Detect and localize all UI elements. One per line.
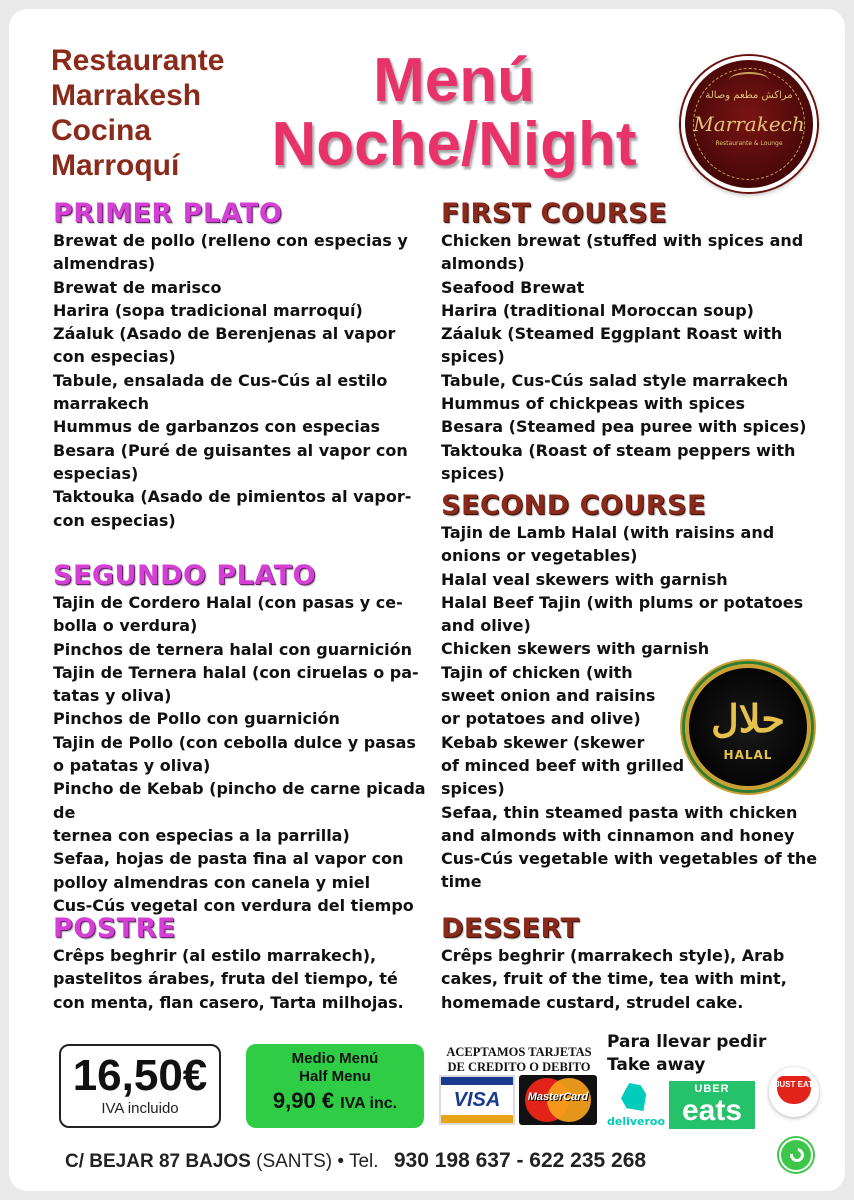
menu-item-line: Brewat de marisco xyxy=(53,277,222,297)
menu-item-line: Pincho de Kebab (pincho de carne picada de xyxy=(53,779,426,822)
menu-item-line: Harira (sopa tradicional marroquí) xyxy=(53,300,363,320)
postre-list xyxy=(53,944,433,1014)
menu-item-line: or potatoes and olive) xyxy=(441,709,641,729)
cards-line-2: DE CREDITO O DEBITO xyxy=(447,1060,591,1074)
first-course-heading: FIRST COURSE xyxy=(441,198,667,229)
just-eat-icon xyxy=(769,1067,819,1117)
halal-label: HALAL xyxy=(723,748,773,762)
half-menu-iva: IVA inc. xyxy=(340,1095,398,1112)
menu-item-line: spices) xyxy=(441,463,505,483)
uber-label: UBER xyxy=(694,1083,730,1095)
menu-item-line: onions or vegetables) xyxy=(441,546,638,566)
menu-item-line: polloy almendras con canela y miel xyxy=(53,872,371,892)
menu-item-line: spices) xyxy=(441,347,505,367)
menu-item-line: Tajin de Lamb Halal (with raisins and xyxy=(441,523,775,542)
segundo-plato-section xyxy=(53,561,433,917)
menu-item-line: homemade custard, strudel cake. xyxy=(441,992,744,1012)
menu-item-line: Hummus de garbanzos con especias xyxy=(53,417,381,437)
menu-item-line: Harira (traditional Moroccan soup) xyxy=(441,300,754,320)
menu-item-line: Taktouka (Roast of steam peppers with xyxy=(441,440,796,460)
primer-plato-heading: PRIMER PLATO xyxy=(53,198,283,229)
postre-heading: POSTRE xyxy=(53,913,176,944)
mastercard-icon xyxy=(519,1075,597,1125)
just-eat-label: JUST EAT xyxy=(774,1080,814,1089)
menu-item-line: Tajin de Cordero Halal (con pasas y ce- xyxy=(53,593,403,612)
segundo-plato-heading: SEGUNDO PLATO xyxy=(53,560,316,591)
half-menu-label-en: Half Menu xyxy=(299,1068,371,1085)
menu-item-line: bolla o verdura) xyxy=(53,616,198,636)
menu-item-line: marrakech xyxy=(53,394,149,414)
uber-eats-icon xyxy=(669,1081,755,1129)
logo-ornament xyxy=(729,72,769,88)
menu-item-line: Tajin of chicken (with xyxy=(441,662,633,682)
menu-title-line-2: Noche/Night xyxy=(271,110,637,179)
restaurant-line-1: Restaurante xyxy=(51,44,225,77)
menu-item-line: Crêps beghrir (marrakech style), Arab xyxy=(441,946,785,965)
restaurant-line-3: Cocina xyxy=(51,114,152,147)
price-box xyxy=(59,1044,221,1128)
half-menu-label-es: Medio Menú xyxy=(291,1050,379,1067)
half-menu-price: 9,90 € xyxy=(272,1088,335,1113)
menu-item-line: Tajin de Ternera halal (con ciruelas o pa- xyxy=(53,662,419,682)
menu-item-line: and almonds with cinnamon and honey xyxy=(441,825,795,845)
deliveroo-icon xyxy=(607,1081,665,1131)
second-course-heading: SECOND COURSE xyxy=(441,490,706,521)
menu-item-line: Hummus of chickpeas with spices xyxy=(441,394,746,414)
segundo-plato-list xyxy=(53,591,433,917)
menu-item-line: sweet onion and raisins xyxy=(441,686,656,706)
menu-item-line: Záaluk (Steamed Eggplant Roast with xyxy=(441,324,783,344)
menu-item-line: con menta, flan casero, Tarta milhojas. xyxy=(53,992,404,1012)
cards-line-1: ACEPTAMOS TARJETAS xyxy=(446,1045,592,1059)
menu-item-line: ternea con especias a la parrilla) xyxy=(53,825,350,845)
menu-item-line: and olive) xyxy=(441,616,531,636)
first-course-section xyxy=(441,199,821,485)
menu-item-line: Chicken skewers with garnish xyxy=(441,639,710,659)
menu-item-line: Tabule, ensalada de Cus-Cús al estilo xyxy=(53,370,388,390)
menu-item-line: time xyxy=(441,872,482,892)
take-away-line-1: Para llevar pedir xyxy=(607,1032,767,1052)
deliveroo-label: deliveroo xyxy=(607,1115,666,1128)
menu-item-line: Besara (Puré de guisantes al vapor con xyxy=(53,440,408,460)
menu-item-line: Tajin de Pollo (con cebolla dulce y pasas xyxy=(53,732,416,752)
menu-item-line: Besara (Steamed pea puree with spices) xyxy=(441,417,807,437)
menu-item-line: Cus-Cús vegetal con verdura del tiempo xyxy=(53,895,414,915)
footer-district: (SANTS) xyxy=(256,1151,333,1172)
menu-item-line: Záaluk (Asado de Berenjenas al vapor xyxy=(53,324,396,344)
menu-item-line: Cus-Cús vegetable with vegetables of the xyxy=(441,849,818,869)
menu-item-line: Halal Beef Tajin (with plums or potatoes xyxy=(441,592,804,612)
menu-item-line: Pinchos de Pollo con guarnición xyxy=(53,709,340,729)
menu-title xyxy=(234,46,674,179)
menu-item-line: Taktouka (Asado de pimientos al vapor- xyxy=(53,487,412,507)
primer-plato-section xyxy=(53,199,433,532)
menu-item-line: tatas y oliva) xyxy=(53,686,172,706)
menu-item-line: Tabule, Cus-Cús salad style marrakech xyxy=(441,370,789,390)
menu-item-line: Chicken brewat (stuffed with spices and xyxy=(441,231,804,250)
menu-item-line: cakes, fruit of the time, tea with mint, xyxy=(441,969,787,989)
logo-subtitle: Restaurante & Lounge xyxy=(715,140,783,147)
eats-label: eats xyxy=(681,1094,743,1127)
restaurant-line-4: Marroquí xyxy=(51,149,180,182)
postre-section xyxy=(53,914,433,1014)
menu-item-line: Sefaa, hojas de pasta fina al vapor con xyxy=(53,849,404,869)
take-away-text xyxy=(607,1031,766,1077)
menu-item-line: spices) xyxy=(441,779,505,799)
menu-item-line: of minced beef with grilled xyxy=(441,755,685,775)
half-menu-price-line xyxy=(246,1088,424,1117)
logo-arabic-text: مراكش مطعم وصالة xyxy=(705,90,793,101)
visa-label: VISA xyxy=(453,1089,501,1111)
take-away-line-2: Take away xyxy=(607,1055,706,1075)
footer-phones: 930 198 637 - 622 235 268 xyxy=(393,1149,647,1172)
first-course-list xyxy=(441,229,821,485)
whatsapp-icon xyxy=(779,1138,813,1172)
menu-item-line: Crêps beghrir (al estilo marrakech), xyxy=(53,946,377,965)
footer-tel-prefix: • Tel. xyxy=(337,1151,379,1172)
menu-item-line: almendras) xyxy=(53,254,156,274)
menu-item-line: Sefaa, thin steamed pasta with chicken xyxy=(441,802,798,822)
halal-arabic: حلال xyxy=(711,696,785,741)
primer-plato-list xyxy=(53,229,433,532)
menu-page xyxy=(9,9,845,1191)
dessert-heading: DESSERT xyxy=(441,913,580,944)
menu-title-line-1: Menú xyxy=(373,46,535,115)
menu-item-line: especias) xyxy=(53,463,139,483)
menu-item-line: con especias) xyxy=(53,347,176,367)
mastercard-label: MasterCard xyxy=(527,1091,589,1103)
dessert-section xyxy=(441,914,821,1014)
menu-price: 16,50€ xyxy=(72,1051,208,1100)
menu-item-line: pastelitos árabes, fruta del tiempo, té xyxy=(53,969,398,989)
menu-item-line: Brewat de pollo (relleno con especias y xyxy=(53,231,408,250)
menu-item-line: con especias) xyxy=(53,510,176,530)
menu-item-line: Halal veal skewers with garnish xyxy=(441,569,728,589)
restaurant-name xyxy=(51,43,224,183)
half-menu-box xyxy=(246,1044,424,1128)
iva-note: IVA incluido xyxy=(101,1100,179,1117)
dessert-list xyxy=(441,944,821,1014)
restaurant-logo xyxy=(681,56,817,192)
visa-icon xyxy=(439,1075,515,1125)
menu-item-line: Pinchos de ternera halal con guarnición xyxy=(53,639,413,659)
cards-accepted-text xyxy=(439,1045,599,1075)
footer-address: C/ BEJAR 87 BAJOS xyxy=(65,1151,251,1172)
menu-item-line: o patatas y oliva) xyxy=(53,756,211,776)
footer-contact xyxy=(65,1149,646,1173)
menu-item-line: Seafood Brewat xyxy=(441,277,585,297)
logo-name: Marrakech xyxy=(693,112,805,136)
menu-item-line: Kebab skewer (skewer xyxy=(441,732,645,752)
menu-item-line: almonds) xyxy=(441,254,525,274)
halal-badge-icon xyxy=(685,664,811,790)
restaurant-line-2: Marrakesh xyxy=(51,79,202,112)
